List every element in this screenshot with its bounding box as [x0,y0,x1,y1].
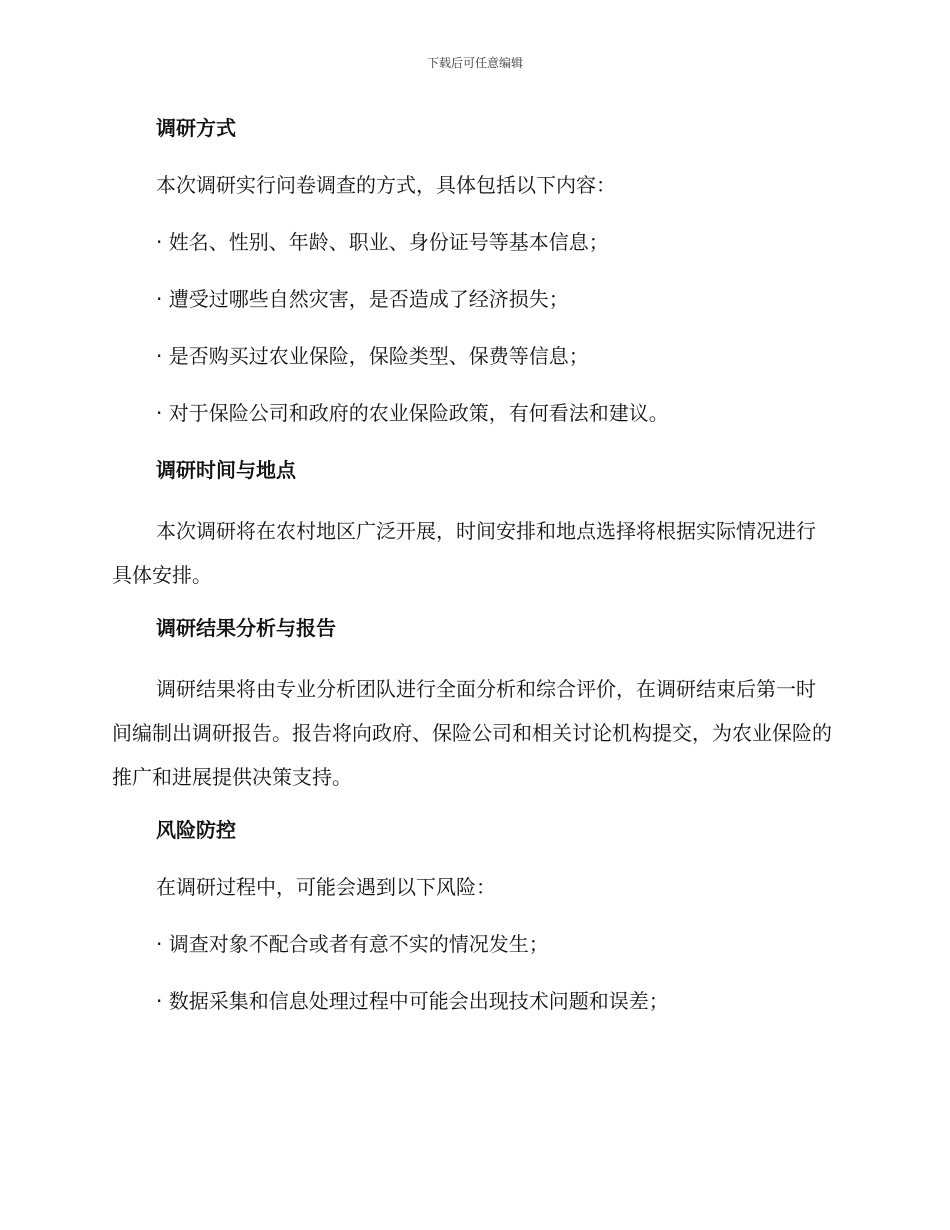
document-body [112,110,832,1040]
method-item-2: · 遭受过哪些自然灾害，是否造成了经济损失； [156,287,569,311]
time-place-body: 本次调研将在农村地区广泛开展，时间安排和地点选择将根据实际情况进行具体安排。 [112,519,816,587]
section-heading-risk: 风险防控 [156,818,236,842]
method-intro: 本次调研实行问卷调查的方式，具体包括以下内容： [156,173,616,197]
risk-intro: 在调研过程中，可能会遇到以下风险： [156,875,496,899]
analysis-body: 调研结果将由专业分析团队进行全面分析和综合评价，在调研结束后第一时间编制出调研报告。报告将向政府、保险公司和相关讨论机构提交，为农业保险的推广和进展提供决策支持。 [112,677,832,789]
risk-item-2: · 数据采集和信息处理过程中可能会出现技术问题和误差； [156,989,669,1013]
section-heading-time-place: 调研时间与地点 [156,458,296,482]
section-heading-method: 调研方式 [156,116,236,140]
method-item-4: · 对于保险公司和政府的农业保险政策，有何看法和建议。 [156,401,669,425]
page-header: 下载后可任意编辑 [426,56,523,70]
method-item-3: · 是否购买过农业保险，保险类型、保费等信息； [156,344,589,368]
method-item-1: · 姓名、性别、年龄、职业、身份证号等基本信息； [156,230,609,254]
section-heading-analysis: 调研结果分析与报告 [156,616,336,640]
risk-item-1: · 调查对象不配合或者有意不实的情况发生； [156,932,549,956]
